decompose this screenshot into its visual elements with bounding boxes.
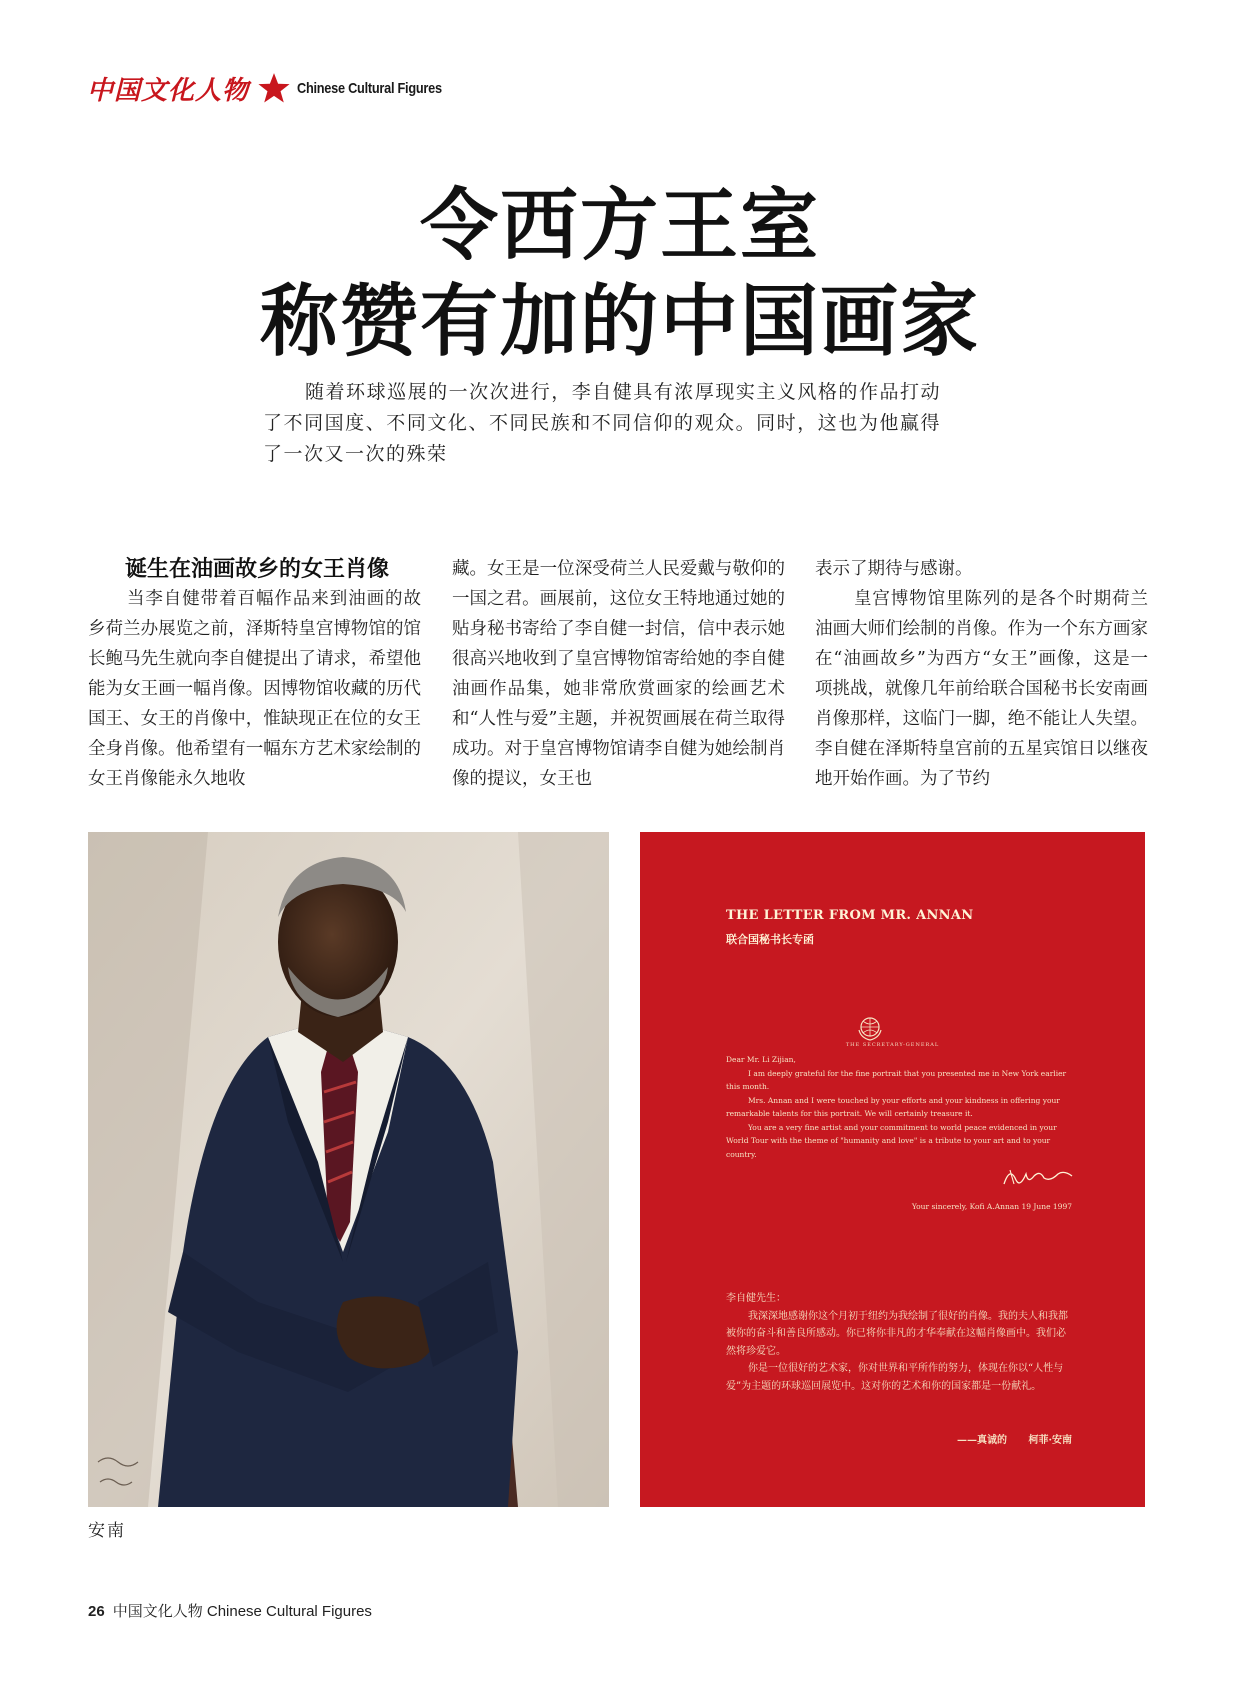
section-subheading: 诞生在油画故乡的女王肖像 [125,557,390,582]
letter-en-paragraph-1: I am deeply grateful for the fine portrait that you presented me in New York earlier this month. [726,1068,1067,1091]
letter-body-en [726,1053,1071,1161]
lead-text: 随着环球巡展的一次次进行，李自健具有浓厚现实主义风格的作品打动了不同国度、不同文化、不同民族和不同信仰的观众。同时，这也为他赢得了一次又一次的殊荣 [263,381,941,465]
annan-portrait-painting [88,832,609,1507]
letter-body-cn [726,1290,1071,1395]
letter-title-en: THE LETTER FROM MR. ANNAN [726,908,974,923]
body-column-1-text: 当李自健带着百幅作品来到油画的故乡荷兰办展览之前，泽斯特皇宫博物馆的馆长鲍马先生就向李自健提出了请求，希望他能为女王画一幅肖像。因博物馆收藏的历代国王、女王的肖像中，惟缺现正在位的女王全身肖像。他希望有一幅东方艺术家绘制的女王肖像能永久地收 [88,589,421,789]
star-icon [257,71,291,105]
body-column-3 [815,554,1148,794]
un-emblem-icon [855,1012,885,1042]
page-footer [88,1600,372,1621]
body-column-1 [88,584,421,794]
article-title [0,178,1240,370]
title-line-2: 称赞有加的中国画家 [259,277,980,367]
letter-en-paragraph-3: You are a very fine artist and your commitment to world peace evidenced in your World Tour with the theme of "humanity and love" is a tribute to your art and to your country. [726,1122,1057,1159]
lead-paragraph [263,377,941,470]
annan-signature [1000,1164,1080,1190]
magazine-name-en: Chinese Cultural Figures [297,79,442,97]
letter-closing-en: Your sincerely, Kofi A.Annan 19 June 1997 [911,1202,1072,1211]
title-line-1: 令西方王室 [419,181,820,271]
letter-office: THE SECRETARY-GENERAL [845,1042,940,1048]
footer-magazine-name: 中国文化人物 Chinese Cultural Figures [112,1603,372,1620]
letter-en-paragraph-2: Mrs. Annan and I were touched by your efforts and your kindness in offering your remarkable talents for this portrait. We will certainly treasure it. [726,1095,1060,1118]
letter-closing-cn: ——真诚的 柯菲·安南 [957,1435,1072,1446]
letter-cn-paragraph-2: 你是一位很好的艺术家，你对世界和平所作的努力，体现在你以“人性与爱”为主题的环球巡回展览中。这对你的艺术和你的国家都是一份献礼。 [726,1363,1064,1392]
magazine-header [87,70,467,106]
portrait-illustration [88,832,609,1507]
letter-salutation-cn: 李自健先生： [726,1293,786,1304]
portrait-caption: 安南 [88,1521,126,1541]
page-number: 26 [88,1603,105,1620]
letter-cn-paragraph-1: 我深深地感谢你这个月初于纽约为我绘制了很好的肖像。我的夫人和我都被你的奋斗和善良所感动。你已将你非凡的才华奉献在这幅肖像画中。我们必然将珍爱它。 [726,1310,1068,1357]
letter-title-cn: 联合国秘书长专函 [726,933,814,946]
body-column-2 [452,554,785,794]
body-column-3-text-1: 表示了期待与感谢。 [815,559,973,579]
magazine-name-cn: 中国文化人物 [87,75,250,106]
letter-salutation-en: Dear Mr. Li Zijian, [726,1055,796,1064]
annan-letter-panel [640,832,1145,1507]
body-column-2-text: 藏。女王是一位深受荷兰人民爱戴与敬仰的一国之君。画展前，这位女王特地通过她的贴身秘书寄给了李自健一封信，信中表示她很高兴地收到了皇宫博物馆寄给她的李自健油画作品集，她非常欣赏画家的绘画艺术和“人性与爱”主题，并祝贺画展在荷兰取得成功。对于皇宫博物馆请李自健为她绘制肖像的提议，女王也 [452,559,785,789]
body-column-3-text-2: 皇宫博物馆里陈列的是各个时期荷兰油画大师们绘制的肖像。作为一个东方画家在“油画故乡”为西方“女王”画像，这是一项挑战，就像几年前给联合国秘书长安南画肖像那样，这临门一脚，绝不能让人失望。李自健在泽斯特皇宫前的五星宾馆日以继夜地开始作画。为了节约 [815,589,1148,789]
